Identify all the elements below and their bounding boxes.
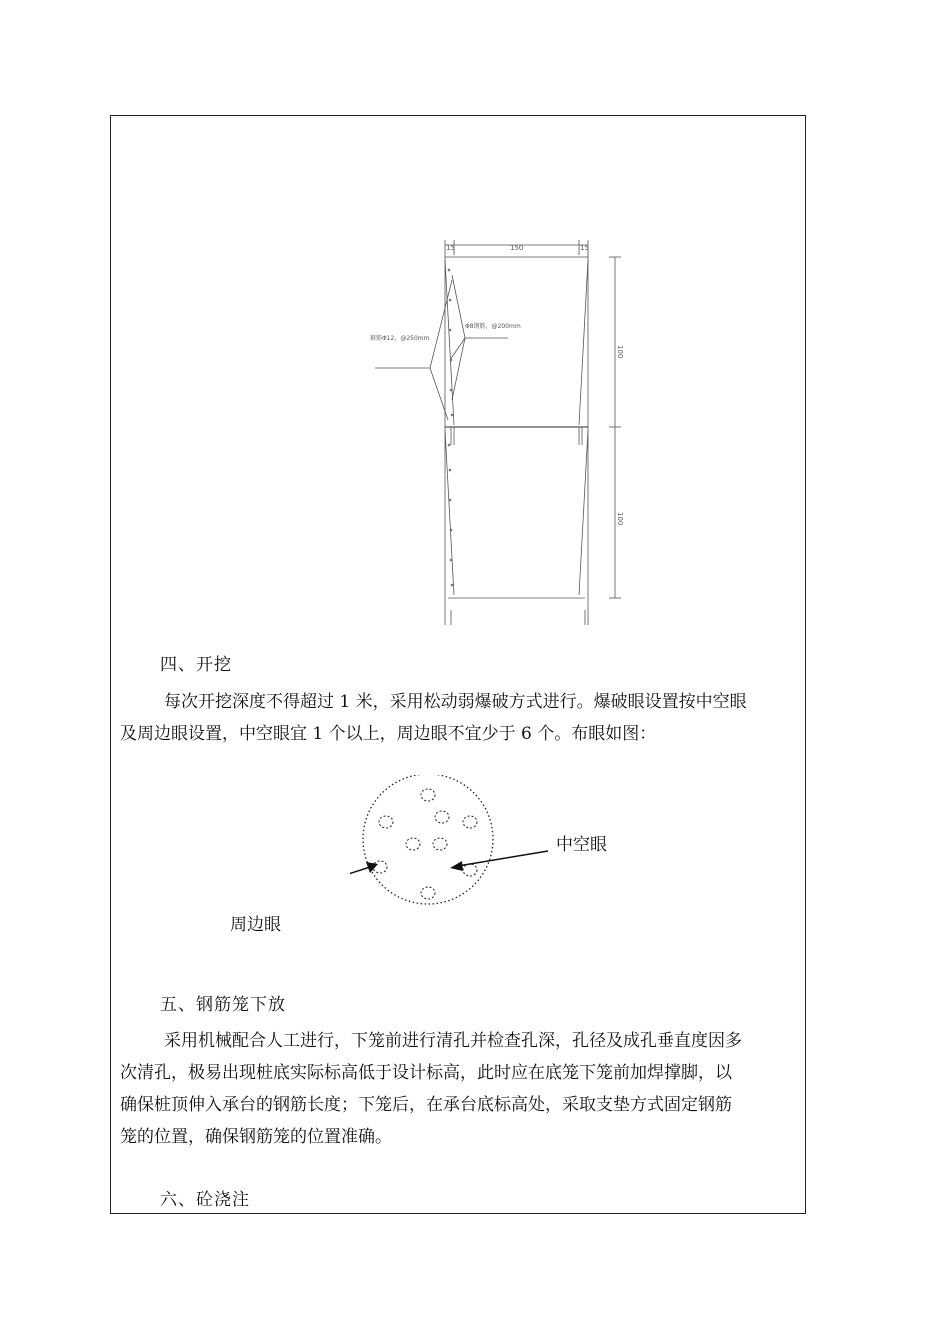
perimeter-hole-upper-left	[379, 816, 393, 828]
pile-outline-circle	[363, 775, 493, 904]
dim-left-text: 15	[446, 244, 455, 252]
heading-excavation: 四、开挖	[160, 655, 232, 675]
perimeter-hole-top	[421, 789, 435, 801]
blast-hole-diagram	[350, 775, 670, 945]
dim-middle-text: 150	[510, 244, 524, 252]
rebar-line-2: 次清孔，极易出现桩底实际标高低于设计标高，此时应在底笼下笼前加焊撑脚，以	[120, 1063, 732, 1083]
dim-upper-text: 100	[616, 345, 624, 359]
leader-left-a	[375, 280, 452, 368]
heading-concrete-pouring: 六、砼浇注	[160, 1190, 250, 1210]
inner-wall-right-lower	[579, 430, 588, 595]
perimeter-hole-upper-right	[463, 816, 477, 828]
perimeter-hole-lower-right	[463, 864, 477, 876]
para-excavation	[120, 686, 800, 750]
center-hole-label: 中空眼	[556, 835, 607, 855]
inner-wall-left-lower	[445, 430, 454, 595]
heading-rebar-cage: 五、钢筋笼下放	[160, 995, 286, 1015]
center-hole-top	[435, 811, 449, 823]
dim-lower-text: 100	[616, 512, 624, 526]
dim-right-text: 15	[580, 244, 589, 252]
inner-wall-left-upper	[445, 260, 454, 425]
perimeter-hole-bottom	[421, 887, 435, 899]
perimeter-hole-arrow	[350, 867, 370, 893]
center-hole-arrow	[458, 851, 548, 866]
pile-lining-drawing	[330, 230, 630, 630]
center-hole-right	[433, 838, 447, 850]
perimeter-hole-label: 周边眼	[230, 915, 281, 935]
note-left-text: 箍筋Φ12，@250mm	[370, 335, 430, 342]
inner-wall-right-upper	[579, 260, 588, 425]
rebar-line-3: 确保桩顶伸入承台的钢筋长度；下笼后，在承台底标高处，采取支垫方式固定钢筋	[120, 1095, 732, 1115]
excavation-line-1: 每次开挖深度不得超过 1 米，采用松动弱爆破方式进行。爆破眼设置按中空眼	[164, 692, 747, 712]
rebar-line-4: 笼的位置，确保钢筋笼的位置准确。	[120, 1127, 392, 1147]
center-hole-left	[406, 838, 420, 850]
rebar-line-1: 采用机械配合人工进行，下笼前进行清孔并检查孔深，孔径及成孔垂直度因多	[164, 1031, 742, 1051]
para-rebar-cage	[120, 1025, 800, 1153]
excavation-line-2: 及周边眼设置，中空眼宜 1 个以上，周边眼不宜少于 6 个。布眼如图：	[120, 724, 657, 744]
note-right-text: Φ8钢筋，@200mm	[465, 323, 521, 330]
